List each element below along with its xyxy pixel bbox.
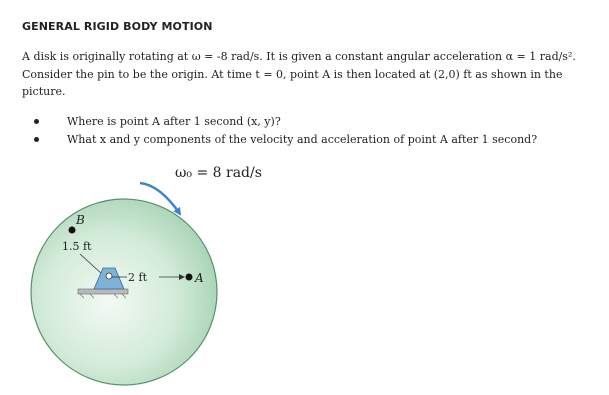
dist-b-label: 1.5 ft [62, 240, 92, 253]
point-a-label: A [195, 271, 204, 285]
question-text: Where is point A after 1 second (x, y)? [67, 115, 281, 128]
point-a-marker [186, 274, 193, 281]
section-heading: GENERAL RIGID BODY MOTION [22, 20, 213, 33]
paragraph-line-3: picture. [22, 85, 66, 98]
question-text: What x and y components of the velocity and acceleration of point A after 1 second? [67, 132, 538, 146]
paragraph-line-2: Consider the pin to be the origin. At time t = 0, point A is then located at (2,0) ft as shown in the [22, 67, 563, 81]
paragraph-line-1: A disk is originally rotating at ω = -8 rad/s. It is given a constant angular acceleration α = 1 rad/s². [22, 50, 576, 63]
point-b-label: B [76, 213, 85, 227]
omega-label: ω₀ = 8 rad/s [175, 165, 262, 181]
dist-a-label: 2 ft [128, 271, 147, 284]
point-b-marker [69, 227, 76, 234]
